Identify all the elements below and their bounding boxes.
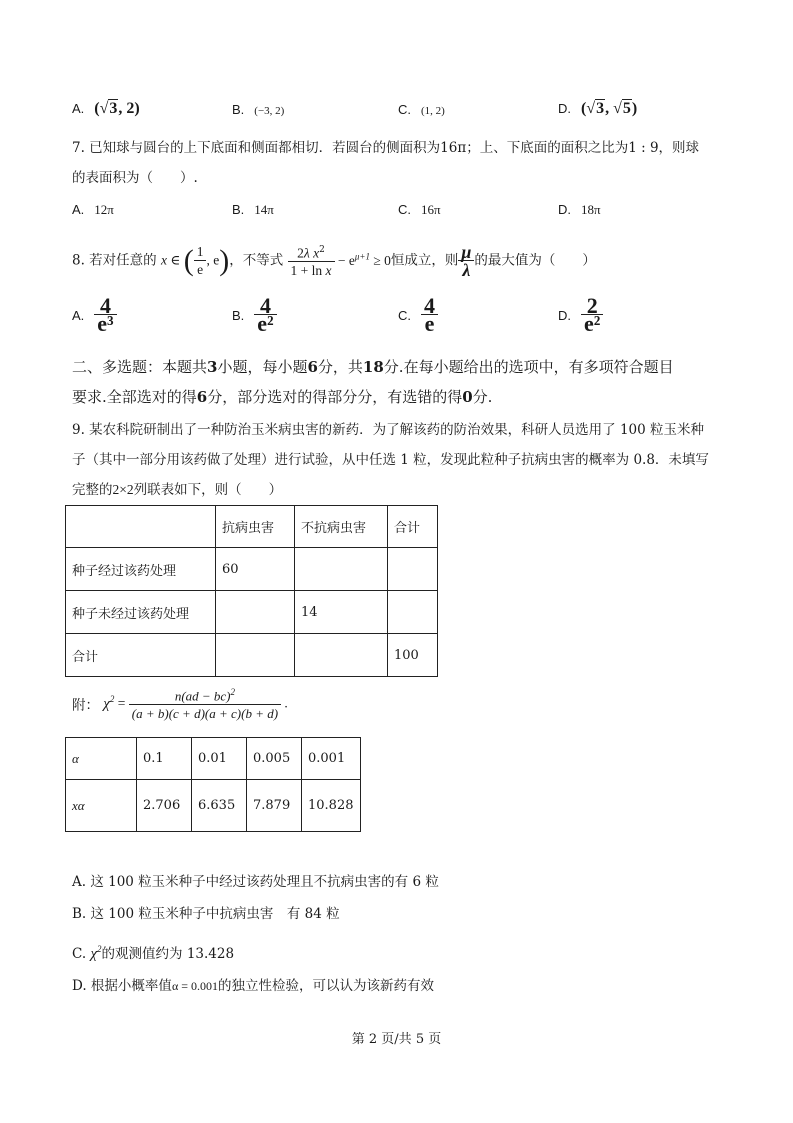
table-cell — [66, 506, 216, 548]
q8-option-b: B. $\frac{4}{\text{e²}}$ — [232, 298, 277, 333]
table-cell: 0.001 — [302, 738, 361, 780]
q6-option-a: A. (√3, 2) — [72, 100, 140, 117]
table-cell: 0.005 — [247, 738, 302, 780]
q7-stem-line1: 7. 已知球与圆台的上下底面和侧面都相切．若圆台的侧面积为16π；上、下底面的面积之比为1 : 9，则球 — [72, 140, 700, 156]
q6-option-b: B. (−3, 2) — [232, 102, 285, 117]
q9-option-b: B. 这 100 粒玉米种子中抗病虫害 有 84 粒 — [72, 906, 340, 922]
table-cell: 14 — [295, 591, 388, 634]
table-cell: xα — [66, 780, 137, 832]
q6-option-c: C. (1, 2) — [398, 102, 445, 117]
table-cell — [216, 591, 295, 634]
q9-stem-line1: 9. 某农科院研制出了一种防治玉米病虫害的新药．为了解该药的防治效果，科研人员选用了 100 粒玉米种 — [72, 422, 705, 438]
table-cell: 不抗病虫害 — [295, 506, 388, 548]
page-footer: 第 2 页/共 5 页 — [351, 1032, 442, 1047]
table-row — [66, 634, 438, 677]
table-cell: 2.706 — [137, 780, 192, 832]
table-cell — [295, 548, 388, 591]
table-cell: 合计 — [66, 634, 216, 677]
q9-option-c: C. $\chi^2$的观测值约为 13.428 — [72, 944, 235, 962]
section-2-instructions-line2: 要求.全部选对的得6分，部分选对的得部分分，有选错的得0分. — [72, 388, 493, 406]
table-row — [66, 506, 438, 548]
q7-option-c: C. 16π — [398, 202, 441, 217]
table-cell: 10.828 — [302, 780, 361, 832]
table-cell: 0.1 — [137, 738, 192, 780]
q9-stem-line2: 子（其中一部分用该药做了处理）进行试验，从中任选 1 粒，发现此粒种子抗病虫害的概率为 0.8．未填写 — [72, 452, 709, 468]
section-2-instructions-line1: 二、多选题：本题共3小题，每小题6分，共18分.在每小题给出的选项中，有多项符合题目 — [72, 358, 674, 376]
contingency-table — [65, 505, 438, 677]
q6-option-d: D. (√3, √5) — [558, 100, 638, 117]
table-row — [66, 780, 361, 832]
q9-option-d: D. 根据小概率值α = 0.001的独立性检验，可以认为该新药有效 — [72, 978, 434, 994]
q9-option-a: A. 这 100 粒玉米种子中经过该药处理且不抗病虫害的有 6 粒 — [72, 874, 439, 890]
q8-option-c: C. $\frac{4}{e}$ — [398, 298, 438, 333]
q9-stem-line3: 完整的2×2列联表如下，则（ ） — [72, 482, 283, 498]
critical-value-table — [65, 737, 361, 832]
table-cell: 种子经过该药处理 — [66, 548, 216, 591]
q7-option-b: B. 14π — [232, 202, 274, 217]
q7-stem-line2: 的表面积为（ ）. — [72, 170, 198, 186]
table-cell — [216, 634, 295, 677]
table-row — [66, 548, 438, 591]
q7-option-a: A. 12π — [72, 202, 114, 217]
table-row — [66, 591, 438, 634]
chi-square-formula: 附： $\chi^2$ = $\frac{n(ad - bc)^2}{(a + b)(c + d)(a + c)(b + d)}$ . — [72, 684, 288, 723]
table-cell: 7.879 — [247, 780, 302, 832]
q8-option-d: D. $\frac{2}{\text{e²}}$ — [558, 298, 603, 333]
table-row — [66, 738, 361, 780]
q8-option-a: A. $\frac{4}{\text{e³}}$ — [72, 298, 117, 333]
table-cell: 0.01 — [192, 738, 247, 780]
table-cell: α — [66, 738, 137, 780]
q8-stem: 8. 若对任意的 x ∈ ( $\frac{1}{e}$ , e)，不等式 $\frac{2\lambda x^2}{\text{1 + ln x}}$ − $e^{\mu+1} \ge 0$恒成立，则 $\frac{\mu}{\lambda}$ 的最大值为（ ） — [72, 241, 596, 280]
table-cell: 6.635 — [192, 780, 247, 832]
q7-option-d: D. 18π — [558, 202, 601, 217]
table-cell: 60 — [216, 548, 295, 591]
table-cell — [388, 548, 438, 591]
table-cell: 种子未经过该药处理 — [66, 591, 216, 634]
table-cell — [388, 591, 438, 634]
table-cell: 合计 — [388, 506, 438, 548]
table-cell: 100 — [388, 634, 438, 677]
table-cell — [295, 634, 388, 677]
table-cell: 抗病虫害 — [216, 506, 295, 548]
